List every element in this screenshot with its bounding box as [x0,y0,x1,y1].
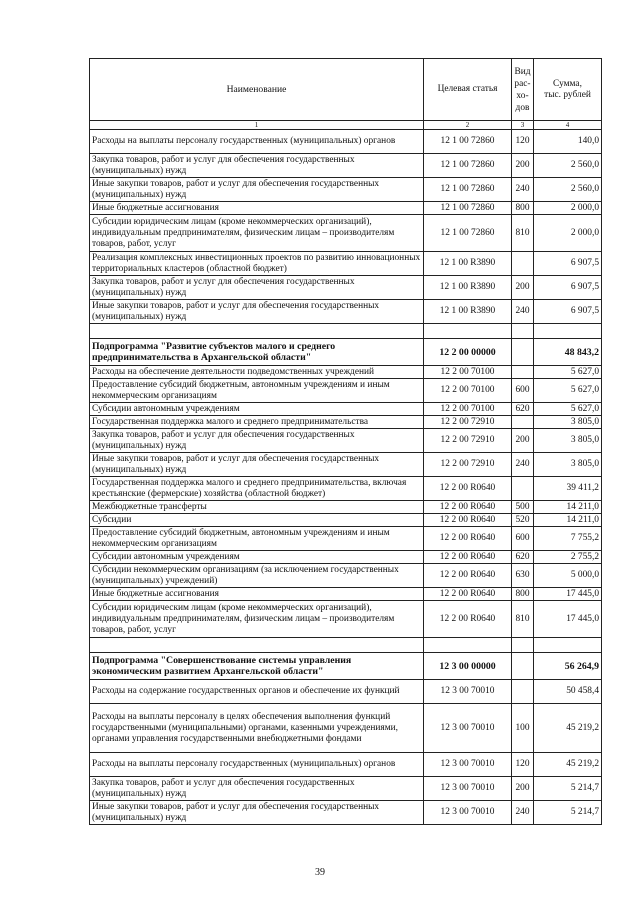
cell-sum: 5 214,7 [534,777,602,801]
cell-expense-type [512,252,534,276]
cell-name: Расходы на обеспечение деятельности подведомственных учреждений [90,366,424,379]
cell-name: Реализация комплексных инвестиционных проектов по развитию инновационных территориальных кластеров (областной бюджет) [90,252,424,276]
cell-target-article: 12 2 00 R0640 [424,601,512,638]
header-sum-line: тыс. рублей [544,89,591,100]
table-row [90,416,602,429]
cell-name: Предоставление субсидий бюджетным, автономным учреждениям и иным некоммерческим организациям [90,527,424,551]
table-row [90,300,602,324]
cell-target-article: 12 2 00 R0640 [424,477,512,501]
cell-expense-type: 240 [512,453,534,477]
cell-expense-type: 800 [512,202,534,215]
cell-sum: 5 214,7 [534,801,602,825]
cell-sum: 5 000,0 [534,564,602,588]
column-number: 3 [512,121,534,130]
cell-sum: 45 219,2 [534,704,602,753]
table-row [90,501,602,514]
table-row [90,276,602,300]
table-row [90,753,602,777]
cell-expense-type [512,680,534,704]
cell-name: Иные закупки товаров, работ и услуг для обеспечения государственных (муниципальных) нужд [90,453,424,477]
header-article: Целевая статья [424,59,512,121]
table-row [90,477,602,501]
cell-sum: 2 560,0 [534,178,602,202]
cell-expense-type: 520 [512,514,534,527]
cell-name: Иные закупки товаров, работ и услуг для обеспечения государственных (муниципальных) нужд [90,801,424,825]
cell-name: Государственная поддержка малого и среднего предпринимательства, включая крестьянские (фермерские) хозяйства (областной бюджет) [90,477,424,501]
cell-expense-type: 800 [512,588,534,601]
cell-expense-type: 630 [512,564,534,588]
cell-sum: 3 805,0 [534,453,602,477]
cell-sum: 2 000,0 [534,215,602,252]
cell-sum: 3 805,0 [534,429,602,453]
table-row [90,202,602,215]
cell-name: Закупка товаров, работ и услуг для обеспечения государственных (муниципальных) нужд [90,429,424,453]
cell-name: Субсидии автономным учреждениям [90,403,424,416]
cell-name: Субсидии [90,514,424,527]
cell-sum: 5 627,0 [534,403,602,416]
cell-expense-type: 240 [512,801,534,825]
cell-name: Субсидии автономным учреждениям [90,551,424,564]
header-kind-line: рас- [514,78,531,89]
header-sum-line: Сумма, [553,78,582,89]
cell-target-article: 12 3 00 00000 [424,653,512,680]
cell-expense-type [512,339,534,366]
cell-expense-type: 240 [512,178,534,202]
cell-sum: 2 560,0 [534,154,602,178]
cell-sum: 14 211,0 [534,501,602,514]
cell-target-article: 12 3 00 70010 [424,680,512,704]
cell-name: Субсидии некоммерческим организациям (за исключением государственных (муниципальных) учреждений) [90,564,424,588]
cell-target-article: 12 2 00 72910 [424,429,512,453]
cell-sum: 5 627,0 [534,379,602,403]
table-row [90,154,602,178]
cell-target-article: 12 3 00 70010 [424,777,512,801]
column-number: 2 [424,121,512,130]
cell-target-article: 12 2 00 72910 [424,453,512,477]
cell-sum: 45 219,2 [534,753,602,777]
cell-expense-type: 600 [512,379,534,403]
cell-expense-type: 200 [512,429,534,453]
cell-name: Закупка товаров, работ и услуг для обеспечения государственных (муниципальных) нужд [90,276,424,300]
cell-sum: 39 411,2 [534,477,602,501]
cell-name: Межбюджетные трансферты [90,501,424,514]
cell-expense-type: 500 [512,501,534,514]
empty-cell [90,324,424,339]
cell-target-article: 12 2 00 70100 [424,366,512,379]
cell-expense-type: 120 [512,130,534,154]
table-row [90,215,602,252]
column-number: 4 [534,121,602,130]
empty-cell [512,638,534,653]
cell-expense-type: 240 [512,300,534,324]
cell-target-article: 12 2 00 R0640 [424,588,512,601]
cell-sum: 50 458,4 [534,680,602,704]
cell-sum: 2 000,0 [534,202,602,215]
cell-sum: 6 907,5 [534,276,602,300]
empty-cell [424,638,512,653]
table-row [90,704,602,753]
cell-name: Подпрограмма "Совершенствование системы управления экономическим развитием Архангельской области" [90,653,424,680]
cell-sum: 6 907,5 [534,252,602,276]
cell-name: Закупка товаров, работ и услуг для обеспечения государственных (муниципальных) нужд [90,777,424,801]
table-row [90,601,602,638]
table-spacer-row [90,324,602,339]
cell-target-article: 12 2 00 70100 [424,379,512,403]
cell-target-article: 12 2 00 R0640 [424,514,512,527]
cell-target-article: 12 3 00 70010 [424,753,512,777]
cell-expense-type [512,477,534,501]
header-kind-line: хо- [516,90,529,101]
cell-name: Иные бюджетные ассигнования [90,202,424,215]
cell-expense-type: 600 [512,527,534,551]
empty-cell [534,324,602,339]
header-sum [534,59,602,121]
table-row [90,453,602,477]
cell-name: Предоставление субсидий бюджетным, автономным учреждениям и иным некоммерческим организациям [90,379,424,403]
table-row [90,514,602,527]
cell-name: Подпрограмма "Развитие субъектов малого и среднего предпринимательства в Архангельской области" [90,339,424,366]
table-row [90,680,602,704]
table-row [90,130,602,154]
cell-target-article: 12 1 00 R3890 [424,276,512,300]
table-row [90,588,602,601]
table-row [90,429,602,453]
subprogram-row [90,339,602,366]
table-row [90,403,602,416]
cell-expense-type: 120 [512,753,534,777]
table-row [90,551,602,564]
cell-target-article: 12 1 00 R3890 [424,252,512,276]
table-row [90,777,602,801]
column-number: 1 [90,121,424,130]
cell-expense-type: 810 [512,215,534,252]
table-spacer-row [90,638,602,653]
header-kind [512,59,534,121]
cell-sum: 17 445,0 [534,601,602,638]
cell-expense-type: 200 [512,276,534,300]
cell-name: Расходы на содержание государственных органов и обеспечение их функций [90,680,424,704]
cell-target-article: 12 1 00 R3890 [424,300,512,324]
cell-expense-type: 200 [512,154,534,178]
cell-name: Расходы на выплаты персоналу в целях обеспечения выполнения функций государственными (муниципальными) органами, казенными учреждениями, органами управления государственными внебюджетными фондами [90,704,424,753]
table-row [90,379,602,403]
cell-expense-type [512,653,534,680]
cell-target-article: 12 2 00 R0640 [424,501,512,514]
empty-cell [512,324,534,339]
cell-expense-type [512,366,534,379]
header-kind-line: дов [515,102,530,113]
table-row [90,178,602,202]
cell-target-article: 12 1 00 72860 [424,215,512,252]
header-kind-line: Вид [514,66,531,77]
cell-sum: 56 264,9 [534,653,602,680]
cell-target-article: 12 1 00 72860 [424,202,512,215]
table-header-row [90,59,602,121]
cell-expense-type: 810 [512,601,534,638]
cell-sum: 3 805,0 [534,416,602,429]
cell-sum: 14 211,0 [534,514,602,527]
cell-sum: 17 445,0 [534,588,602,601]
cell-name: Субсидии юридическим лицам (кроме некоммерческих организаций), индивидуальным предпринимателям, физическим лицам – производителям товаров, работ, услуг [90,601,424,638]
cell-target-article: 12 1 00 72860 [424,130,512,154]
cell-expense-type: 100 [512,704,534,753]
header-name: Наименование [90,59,424,121]
cell-name: Субсидии юридическим лицам (кроме некоммерческих организаций), индивидуальным предпринимателям, физическим лицам – производителям товаров, работ, услуг [90,215,424,252]
cell-name: Расходы на выплаты персоналу государственных (муниципальных) органов [90,130,424,154]
cell-sum: 140,0 [534,130,602,154]
cell-name: Иные закупки товаров, работ и услуг для обеспечения государственных (муниципальных) нужд [90,300,424,324]
cell-sum: 2 755,2 [534,551,602,564]
column-number-row [90,121,602,130]
cell-target-article: 12 1 00 72860 [424,154,512,178]
cell-sum: 5 627,0 [534,366,602,379]
table-row [90,252,602,276]
cell-expense-type: 200 [512,777,534,801]
cell-target-article: 12 2 00 70100 [424,403,512,416]
cell-sum: 7 755,2 [534,527,602,551]
empty-cell [424,324,512,339]
budget-sheet [89,58,601,825]
table-body [90,130,602,825]
cell-target-article: 12 1 00 72860 [424,178,512,202]
subprogram-row [90,653,602,680]
page-number: 39 [315,867,325,878]
cell-name: Государственная поддержка малого и среднего предпринимательства [90,416,424,429]
cell-expense-type: 620 [512,551,534,564]
table-row [90,527,602,551]
cell-target-article: 12 2 00 00000 [424,339,512,366]
cell-expense-type [512,416,534,429]
cell-target-article: 12 2 00 R0640 [424,527,512,551]
cell-sum: 6 907,5 [534,300,602,324]
empty-cell [90,638,424,653]
cell-name: Иные бюджетные ассигнования [90,588,424,601]
table-row [90,366,602,379]
cell-sum: 48 843,2 [534,339,602,366]
cell-expense-type: 620 [512,403,534,416]
cell-name: Иные закупки товаров, работ и услуг для обеспечения государственных (муниципальных) нужд [90,178,424,202]
empty-cell [534,638,602,653]
cell-target-article: 12 3 00 70010 [424,801,512,825]
cell-target-article: 12 2 00 72910 [424,416,512,429]
budget-table [89,58,602,825]
cell-target-article: 12 2 00 R0640 [424,564,512,588]
table-row [90,564,602,588]
cell-name: Закупка товаров, работ и услуг для обеспечения государственных (муниципальных) нужд [90,154,424,178]
table-row [90,801,602,825]
cell-target-article: 12 3 00 70010 [424,704,512,753]
cell-target-article: 12 2 00 R0640 [424,551,512,564]
cell-name: Расходы на выплаты персоналу государственных (муниципальных) органов [90,753,424,777]
